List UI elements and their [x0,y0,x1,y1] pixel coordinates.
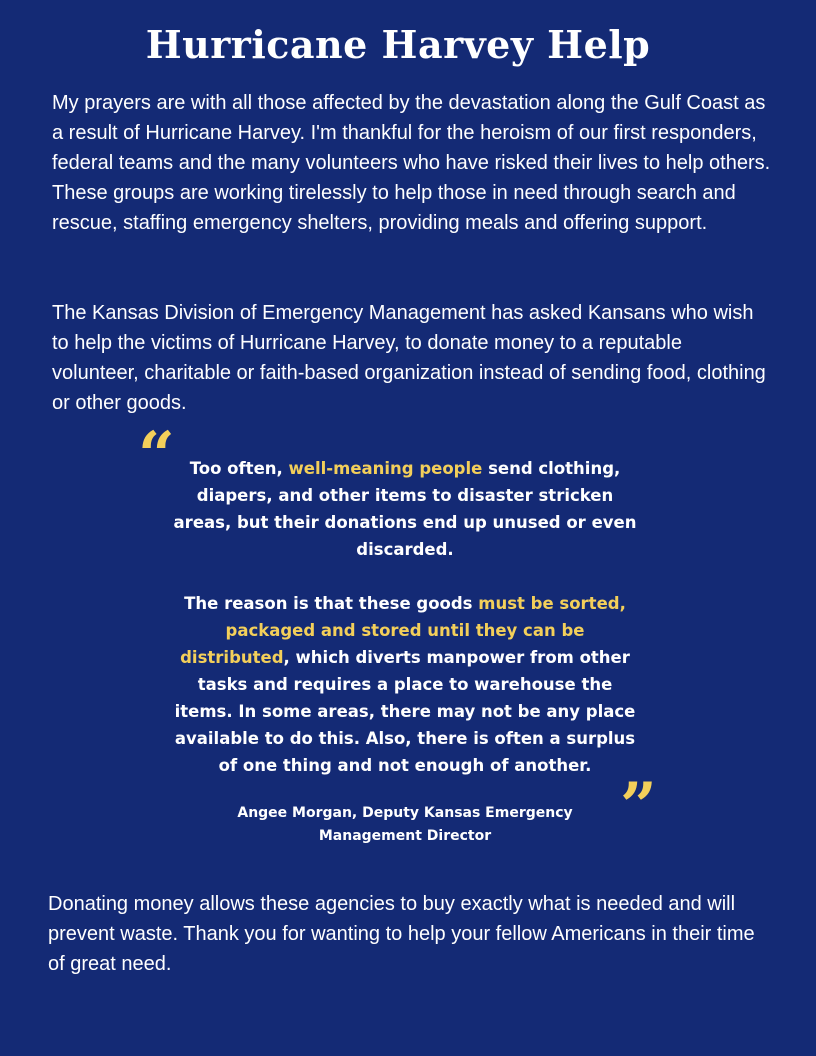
open-quote-icon: “ [138,418,175,493]
quote-text: The reason is that these goods [184,594,479,613]
quote-paragraph-1 [170,455,640,563]
quote-text: , which diverts manpower from other tasks and requires a place to warehouse the items. In some areas, there may not be any place available to do this. Also, there is often a surplus of one thing and not enough of another. [174,648,636,775]
page-title: Hurricane Harvey Help [145,22,651,67]
quote-highlight: must be sorted, packaged and stored until they can be distributed [180,594,626,667]
quote-highlight: well-meaning people [288,459,483,478]
quote-text: send clothing, diapers, and other items to disaster stricken areas, but their donations end up unused or even discarded. [173,459,637,559]
kdem-paragraph: The Kansas Division of Emergency Management has asked Kansans who wish to help the victims of Hurricane Harvey, to donate money to a reputable volunteer, charitable or faith-based organization instead of sending food, clothing or other goods. [52,302,766,414]
close-quote-icon: ” [620,769,657,844]
quote-text: Too often, [189,459,289,478]
quote-attribution: Angee Morgan, Deputy Kansas Emergency Management Director [237,805,573,844]
closing-paragraph: Donating money allows these agencies to buy exactly what is needed and will prevent waste. Thank you for wanting to help your fellow Americans in their time of great need. [48,893,755,975]
intro-paragraph: My prayers are with all those affected by the devastation along the Gulf Coast as a result of Hurricane Harvey. I'm thankful for the heroism of our first responders, federal teams and the many volunteers who have risked their lives to help others. These groups are working tirelessly to help those in need through search and rescue, staffing emergency shelters, providing meals and offering support. [52,92,771,234]
quote-paragraph-2 [170,590,640,779]
